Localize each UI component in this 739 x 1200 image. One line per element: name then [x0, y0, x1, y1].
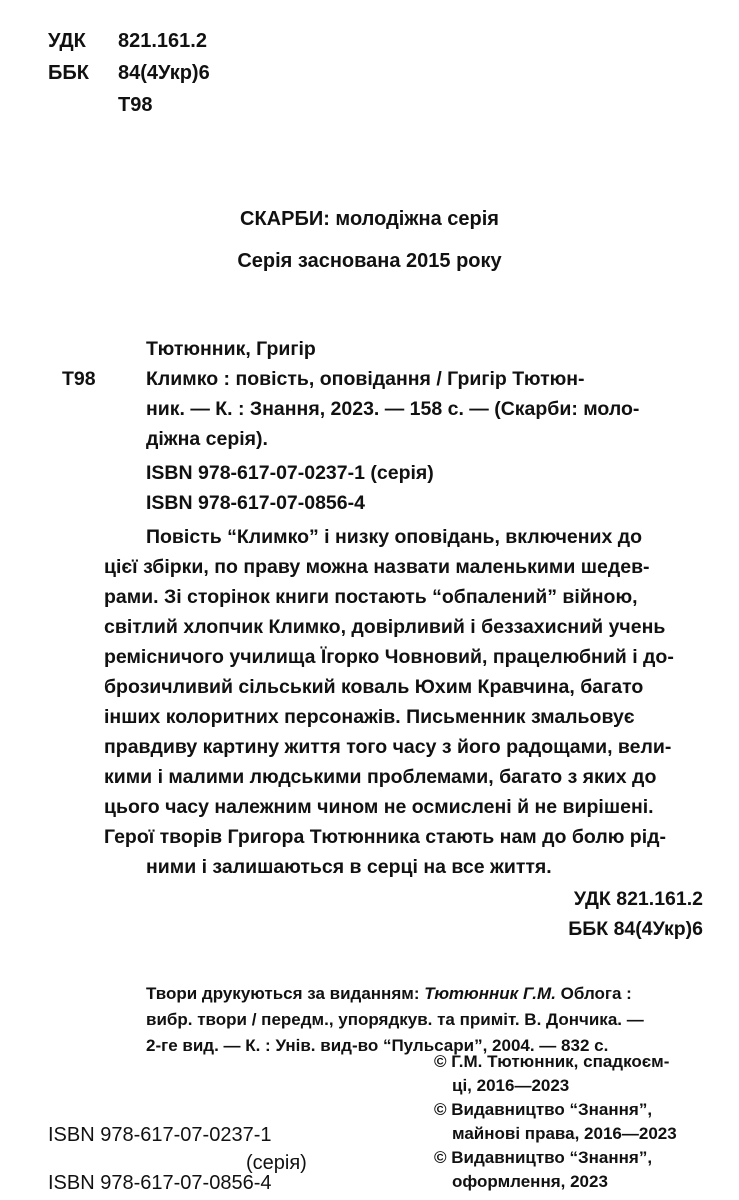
catalog-mark: Т98: [62, 368, 96, 390]
catalog-isbn-book: ISBN 978-617-07-0856-4: [146, 492, 365, 514]
annotation-line: ними і залишаються в серці на все життя.: [146, 856, 552, 878]
annotation-line: інших колоритних персонажів. Письменник змальовує: [104, 706, 635, 728]
udk-value: 821.161.2: [118, 30, 207, 52]
catalog-description-line: Климко : повість, оповідання / Григір Тютюн-: [146, 368, 585, 390]
index-bbk: ББК 84(4Укр)6: [568, 918, 703, 940]
annotation-line: кими і малими людськими проблемами, багато з яких до: [104, 766, 657, 788]
annotation-line: брозичливий сільський коваль Юхим Кравчина, багато: [104, 676, 644, 698]
index-udk: УДК 821.161.2: [573, 888, 703, 910]
catalog-author: Тютюнник, Григір: [146, 338, 316, 360]
annotation-line: правдиву картину життя того часу з його радощами, вели-: [104, 736, 672, 758]
copyright-line: майнові права, 2016—2023: [452, 1124, 677, 1143]
annotation-line: цієї збірки, по праву можна назвати маленькими шедев-: [104, 556, 650, 578]
annotation-line: цього часу належним чином не осмислені й не вирішені.: [104, 796, 654, 818]
series-title: СКАРБИ: молодіжна серія: [240, 208, 499, 230]
annotation-line: рами. Зі сторінок книги постають “обпалений” війною,: [104, 586, 638, 608]
catalog-isbn-series: ISBN 978-617-07-0237-1 (серія): [146, 462, 434, 484]
isbn-book: ISBN 978-617-07-0856-4: [48, 1172, 272, 1194]
source-note-line1: Твори друкуються за виданням: Тютюнник Г.М. Облога :: [146, 984, 632, 1003]
bbk-value: 84(4Укр)6: [118, 62, 210, 84]
annotation-line: Повість “Климко” і низку оповідань, включених до: [146, 526, 643, 548]
annotation-line: ремісничого училища Їгорко Човновий, працелюбний і до-: [104, 646, 674, 668]
author-mark: Т98: [118, 94, 153, 116]
isbn-series: ISBN 978-617-07-0237-1: [48, 1124, 272, 1146]
annotation-line: світлий хлопчик Климко, довірливий і беззахисний учень: [104, 616, 666, 638]
bbk-label: ББК: [48, 62, 89, 84]
source-note-line2: вибр. твори / передм., упорядкув. та приміт. В. Дончика. —: [146, 1010, 644, 1029]
copyright-line: © Видавництво “Знання”,: [434, 1100, 653, 1119]
source-note-line3: 2-ге вид. — К. : Унів. вид-во “Пульсари”, 2004. — 832 с.: [146, 1036, 609, 1055]
catalog-description-line: діжна серія).: [146, 428, 268, 450]
udk-label: УДК: [48, 30, 86, 52]
copyright-line: оформлення, 2023: [452, 1172, 608, 1191]
annotation-line: Герої творів Григора Тютюнника стають нам до болю рід-: [104, 826, 666, 848]
catalog-description-line: ник. — К. : Знання, 2023. — 158 с. — (Скарби: моло-: [146, 398, 640, 420]
copyright-line: © Видавництво “Знання”,: [434, 1148, 653, 1167]
copyright-line: © Г.М. Тютюнник, спадкоєм-: [434, 1052, 670, 1071]
copyright-line: ці, 2016—2023: [452, 1076, 570, 1095]
isbn-series-label: (серія): [246, 1152, 307, 1174]
series-founded: Серія заснована 2015 року: [237, 250, 502, 272]
